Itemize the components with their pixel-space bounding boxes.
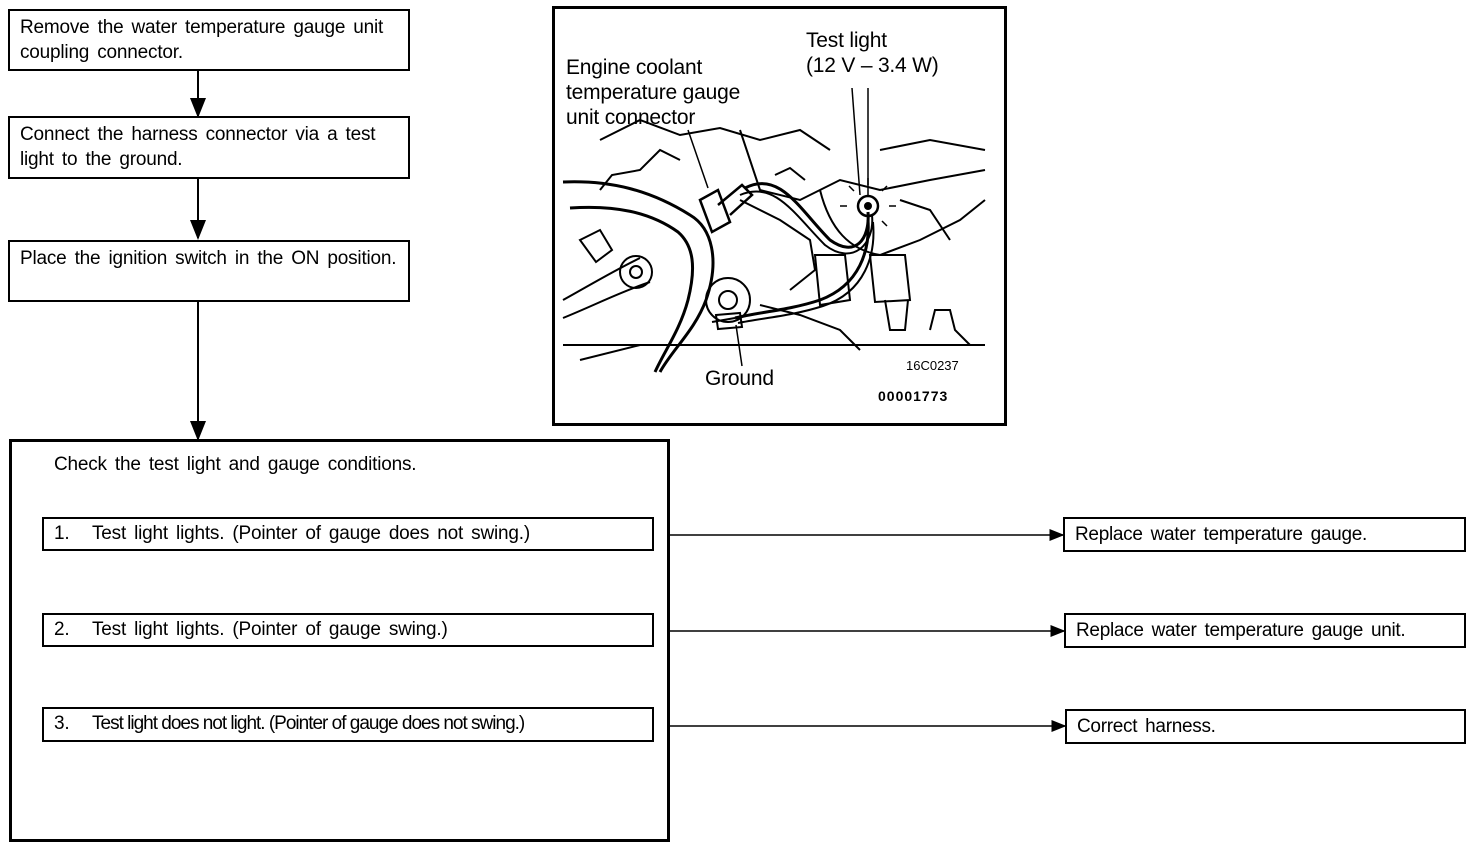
step-2-text: Connect the harness connector via a test light to the ground. [20,124,376,170]
condition-3-number: 3. [54,713,70,734]
connector-label-line-1: Engine coolant [566,56,703,79]
figure-code: 16C0237 [906,358,959,373]
connector-label-line-2: temperature gauge [566,81,741,104]
condition-1-text: Test light lights. (Pointer of gauge does not swing.) [92,523,530,544]
condition-3-text: Test light does not light. (Pointer of gauge does not swing.) [92,713,525,734]
step-1-text: Remove the water temperature gauge unit coupling connector. [20,17,384,63]
condition-2-number: 2. [54,619,70,640]
connector-label-line-3: unit connector [566,106,696,129]
step-3-text: Place the ignition switch in the ON position. [20,248,397,269]
result-2-text: Replace water temperature gauge unit. [1076,620,1406,641]
figure-number: 00001773 [878,388,949,404]
check-title: Check the test light and gauge conditions. [54,454,417,475]
condition-2-text: Test light lights. (Pointer of gauge swing.) [92,619,448,640]
condition-1-number: 1. [54,523,70,544]
result-1-text: Replace water temperature gauge. [1075,524,1367,545]
result-3-text: Correct harness. [1077,716,1216,737]
test-light-label-line-2: (12 V – 3.4 W) [806,54,939,77]
ground-label: Ground [705,367,774,390]
test-light-label-line-1: Test light [806,29,887,52]
